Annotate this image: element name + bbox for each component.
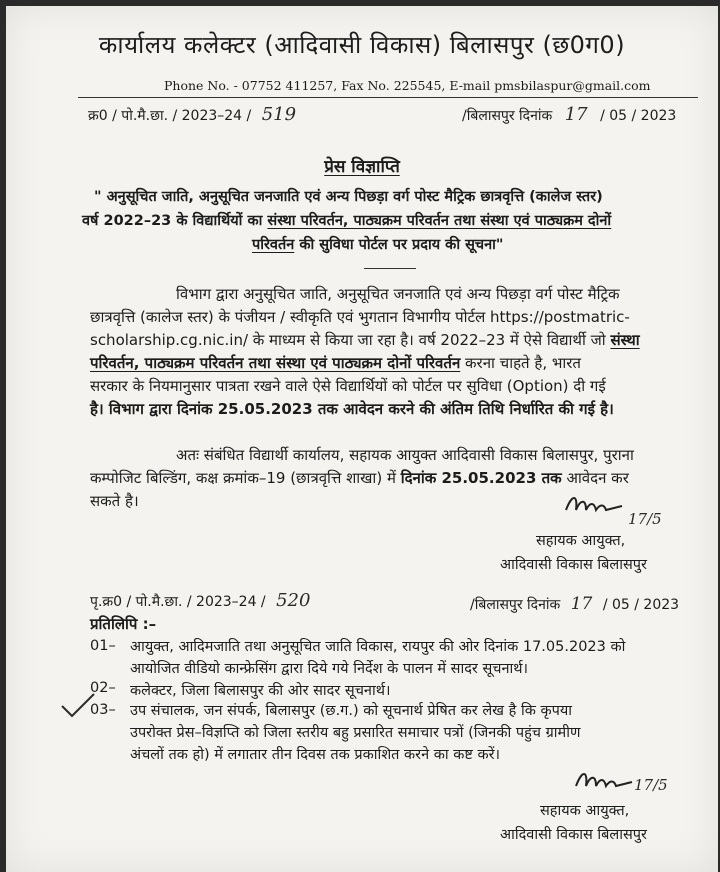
p1-line-2: छात्रवृत्ति (कालेज स्तर) के पंजीयन / स्वीकृति एवं भुगतान विभागीय पोर्टल https://postmatric-	[90, 308, 630, 326]
signature-2-scribble	[572, 766, 642, 794]
copy-item-1-number: 01–	[90, 638, 116, 654]
copy-item-3-line-3: अंचलों तक हो) में लगातार तीन दिवस तक प्रकाशित करने का कष्ट करें।	[130, 747, 501, 763]
reference-number	[88, 104, 296, 125]
endorsement-date-rest: / 05 / 2023	[602, 597, 680, 613]
endorsement-reference	[90, 590, 310, 611]
endorsement-date-day: 17	[570, 594, 593, 614]
p1-line-1: विभाग द्वारा अनुसूचित जाति, अनुसूचित जनजाति एवं अन्य पिछड़ा वर्ग पोस्ट मैट्रिक	[176, 285, 620, 303]
subject-l2-underlined: संस्था परिवर्तन, पाठ्यक्रम परिवर्तन तथा संस्था एवं पाठ्यक्रम दोनों	[267, 213, 612, 229]
endorsement-date	[470, 594, 679, 614]
p2-l2-b: दिनांक 25.05.2023 तक	[400, 469, 562, 487]
copy-heading: प्रतिलिपि :–	[90, 615, 157, 633]
copy-item-3	[130, 700, 580, 766]
subject-l2-plain: वर्ष 2022–23 के विद्यार्थियों का	[82, 213, 268, 229]
p1-l4-rest: करना चाहते है, भारत	[460, 354, 581, 372]
subject-line-1: " अनुसूचित जाति, अनुसूचित जनजाति एवं अन्य पिछड़ा वर्ग पोस्ट मैट्रिक छात्रवृत्ति (कालेज स्तर)	[94, 189, 603, 205]
copy-item-1-line-2: आयोजित वीडियो कान्फ्रेसिंग द्वारा दिये गये निर्देश के पालन में सादर सूचनार्थ।	[130, 661, 529, 677]
p1-line-4	[90, 352, 640, 375]
signature-2-designation: सहायक आयुक्त,	[540, 803, 630, 819]
copy-item-3-number: 03–	[90, 702, 116, 718]
body-paragraph-1	[90, 283, 640, 421]
signature-1-scribble	[562, 490, 632, 518]
p1-line-3	[90, 329, 640, 352]
copy-item-3-line-1: उप संचालक, जन संपर्क, बिलासपुर (छ.ग.) को सूचनार्थ प्रेषित कर लेख है कि कृपया	[130, 703, 572, 719]
endorsement-date-prefix: /बिलासपुर दिनांक	[470, 597, 561, 613]
copy-item-3-line-2: उपरोक्त प्रेस–विज्ञप्ति को जिला स्तरीय बहु प्रसारित समाचार पत्रों (जिनकी पहुंच ग्रामीण	[130, 725, 581, 741]
signature-1-office: आदिवासी विकास बिलासपुर	[500, 557, 647, 573]
p1-line-6: है। विभाग द्वारा दिनांक 25.05.2023 तक आवेदन करने की अंतिम तिथि निर्धारित की गई है।	[90, 400, 614, 418]
subject-l3-plain: की सुविधा पोर्टल पर प्रदाय की सूचना"	[294, 237, 504, 253]
contact-line: Phone No. - 07752 411257, Fax No. 225545, E-mail pmsbilaspur@gmail.com	[164, 78, 651, 93]
subject-divider	[364, 268, 416, 269]
signature-2-date: 17/5	[634, 776, 668, 794]
p2-line-3: सकते है।	[90, 492, 139, 510]
signature-1-date: 17/5	[628, 510, 662, 528]
copy-item-2-line-1: कलेक्टर, जिला बिलासपुर की ओर सादर सूचनार्थ।	[130, 683, 391, 699]
p1-l3-text: scholarship.cg.nic.in/ के माध्यम से किया जा रहा है। वर्ष 2022–23 में ऐसे विद्यार्थी जो	[90, 331, 606, 349]
date-prefix: /बिलासपुर दिनांक	[462, 108, 553, 124]
p1-l3-underlined: संस्था	[610, 331, 640, 349]
copy-item-1	[130, 636, 625, 680]
signature-2-office: आदिवासी विकास बिलासपुर	[500, 827, 647, 843]
copy-item-2-number: 02–	[90, 680, 116, 696]
document-page	[6, 6, 718, 872]
ref-prefix: क्र0 / पो.मै.छा. / 2023–24 /	[88, 108, 252, 124]
ref-number-handwritten: 519	[261, 104, 297, 125]
date-rest: / 05 / 2023	[600, 108, 677, 124]
copy-item-1-line-1: आयुक्त, आदिमजाति तथा अनुसूचित जाति विकास, रायपुर की ओर दिनांक 17.05.2023 को	[130, 639, 626, 655]
office-title: कार्यालय कलेक्टर (आदिवासी विकास) बिलासपुर (छ0ग0)	[98, 31, 626, 59]
p1-line-5: सरकार के नियमानुसार पात्रता रखने वाले ऐसे विद्यार्थियों को पोर्टल पर सुविधा (Option) दी गई	[90, 377, 606, 395]
body-paragraph-2	[90, 444, 634, 513]
signature-1-designation: सहायक आयुक्त,	[536, 533, 626, 549]
p2-l2-a: कम्पोजिट बिल्डिंग, कक्ष क्रमांक–19 (छात्रवृत्ति शाखा) में	[90, 469, 401, 487]
issue-date	[462, 104, 676, 125]
endorsement-ref-prefix: पृ.क्र0 / पो.मै.छा. / 2023–24 /	[90, 594, 266, 610]
p2-l2-c: आवेदन कर	[561, 469, 629, 487]
endorsement-ref-number: 520	[276, 590, 311, 611]
header-rule	[78, 97, 698, 98]
subject-line-3	[252, 234, 504, 254]
p1-l4-underlined: परिवर्तन, पाठ्यक्रम परिवर्तन तथा संस्था एवं पाठ्यक्रम दोनों परिवर्तन	[90, 354, 461, 372]
p2-line-1: अतः संबंधित विद्यार्थी कार्यालय, सहायक आयुक्त आदिवासी विकास बिलासपुर, पुराना	[176, 446, 634, 464]
subject-l3-underlined: परिवर्तन	[252, 237, 295, 253]
date-day-handwritten: 17	[564, 104, 588, 125]
subject-line-2	[82, 210, 611, 230]
p2-line-2	[90, 467, 634, 490]
notice-heading: प्रेस विज्ञाप्ति	[324, 157, 400, 177]
